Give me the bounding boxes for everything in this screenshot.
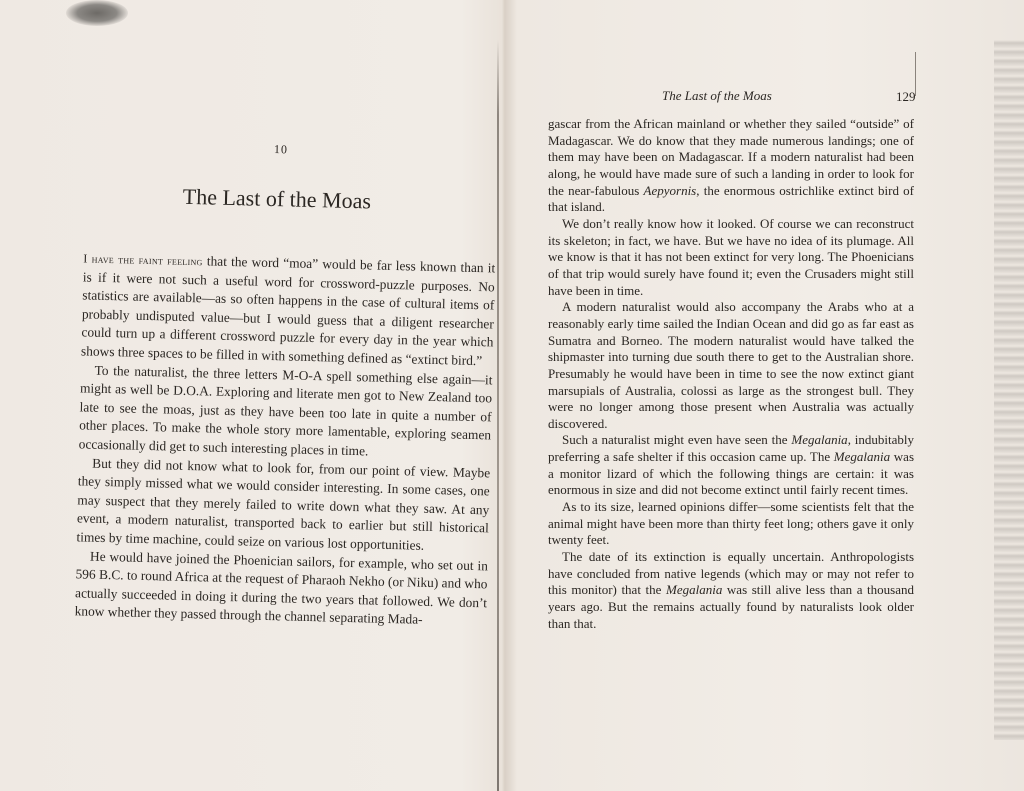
- paragraph: We don’t really know how it looked. Of course we can reconstruct its skeleton; in fact, we have. But we have no idea of its plumage. All we know is that it has not been extinct for very long. The Phoenicians of that trip would surely have found it; even the Crusaders might still have been in time.: [548, 215, 914, 298]
- chapter-number: 10: [273, 142, 289, 157]
- right-body-text: [548, 116, 914, 632]
- paragraph: As to its size, learned opinions differ—some scientists felt that the animal might have been more than thirty feet long; others gave it only twenty feet.: [548, 499, 914, 548]
- page-edge: [994, 40, 1024, 740]
- paragraph: A modern naturalist would also accompany the Arabs who at a reasonably early time sailed the Indian Ocean and did go as far east as Sumatra and Borneo. The modern naturalist would have talked the shipmaster into turning due south there to get to the Australian shore. Presumably he would have been in time to see the now extinct giant marsupials of Australia, colossi as large as the strongest bull. They were no longer among those present when Australia was actually discovered.: [548, 299, 914, 431]
- paragraph: [548, 432, 914, 499]
- text-run: The date of its extinction is equally uncertain. Anthropologists have concluded from native legends (which may or may not refer to this monitor) that the: [548, 549, 914, 598]
- italic-term: Aepyornis: [643, 182, 697, 198]
- page-number: 129: [896, 89, 916, 104]
- left-page: [30, 0, 509, 791]
- paragraph: [548, 116, 914, 216]
- text-run: was a monitor lizard of which the following things are certain: it was enormous in size and did not become extinct until fairly recent times.: [548, 449, 915, 498]
- text-run: was still alive less than a thousand years ago. But the remains actually found by naturalists look older than that.: [548, 582, 914, 631]
- paragraph-text: that the word “moa” would be far less known than it is if it were not such a useful word for crossword-puzzle purposes. No statistics are available—as so often happens in the case of cultural items of probably undisputed value—but I would guess that a diligent researcher could turn up a different crossword puzzle for every day in the year which shows three spaces to be filled in with something defined as “extinct bird.”: [80, 253, 496, 369]
- paragraph: But they did not know what to look for, from our point of view. Maybe they simply missed what we would consider interesting. In some cases, one may suspect that they merely failed to write down what they saw. At any event, a modern naturalist, transported back to earlier but still historical times by time machine, could seize on various lost opportunities.: [76, 455, 491, 553]
- left-body-text: [74, 249, 495, 631]
- text-run: Such a naturalist might even have seen the: [562, 432, 792, 448]
- chapter-title: The Last of the Moas: [182, 183, 372, 214]
- text-run: gascar from the African mainland or whether they sailed “outside” of Madagascar. We do know that they made numerous landings; one of them may have been on Madagascar. If a modern naturalist had been along, he would have made sure of such a landing in order to look for the near-fabulous: [548, 116, 914, 198]
- paragraph: [548, 549, 914, 632]
- paragraph: To the naturalist, the three letters M-O-A spell something else again—it might as well be D.O.A. Exploring and literate men got to New Zealand too late to see the moas, just as they have been too late in quite a number of other places. To make the whole story more lamentable, exploring seamen occasionally did get to such interesting places in time.: [78, 362, 493, 459]
- italic-term: Megalania: [791, 432, 848, 448]
- text-run: , the enormous ostrichlike extinct bird of that island.: [548, 182, 914, 215]
- text-run: , indubitably preferring a safe shelter if this occasion came up. The: [548, 432, 915, 465]
- paragraph: [81, 249, 496, 371]
- running-head: The Last of the Moas: [662, 88, 772, 103]
- paragraph: He would have joined the Phoenician sailors, for example, who set out in 596 B.C. to round Africa at the request of Pharaoh Nekho (or Niku) and who actually succeeded in doing it during the two years that followed. We don’t know whether they passed through the channel separating Mada-: [74, 548, 489, 628]
- italic-term: Megalania: [666, 582, 723, 598]
- opening-smallcaps: I have the faint feeling: [83, 251, 203, 269]
- right-page: [548, 0, 920, 791]
- italic-term: Megalania: [833, 449, 891, 465]
